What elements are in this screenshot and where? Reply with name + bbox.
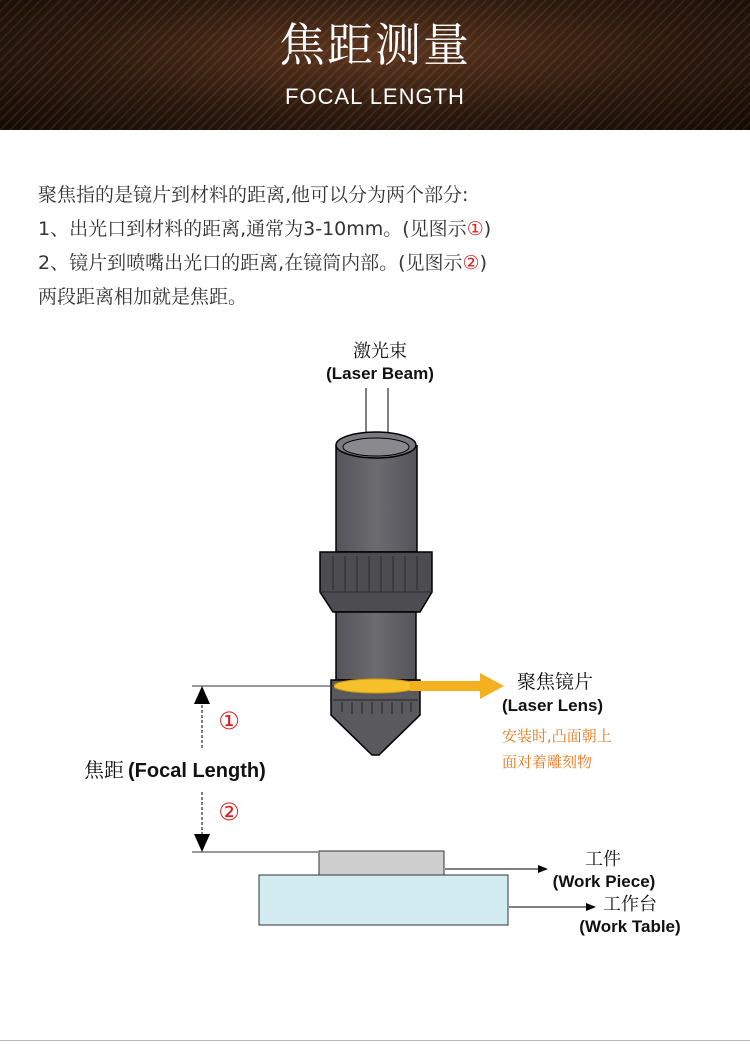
- work-table: [259, 875, 508, 925]
- intro-line-3-end: ): [479, 252, 488, 274]
- banner-title: 焦距测量: [279, 18, 471, 72]
- focus-lens: [334, 679, 418, 693]
- lens-note-line-1: 安装时,凸面朝上: [502, 727, 612, 745]
- intro-line-2-end: ): [483, 218, 492, 240]
- work-piece-leader: [445, 865, 548, 873]
- intro-marker-1: ①: [466, 218, 484, 240]
- intro-marker-2: ②: [462, 252, 480, 274]
- focal-arrow-down: [194, 834, 210, 852]
- intro-line-2-text: 1、出光口到材料的距离,通常为3-10mm。(见图示: [38, 218, 467, 240]
- lens-label-en: (Laser Lens): [502, 696, 604, 715]
- intro-line-1-text: 聚焦指的是镜片到材料的距离,他可以分为两个部分:: [38, 184, 469, 206]
- focal-arrow-up: [194, 686, 210, 704]
- banner-subtitle: FOCAL LENGTH: [285, 84, 465, 109]
- work-table-label-en: (Work Table): [579, 917, 681, 936]
- laser-nozzle: [320, 432, 432, 755]
- intro-line-3-text: 2、镜片到喷嘴出光口的距离,在镜筒内部。(见图示: [38, 252, 463, 274]
- focal-length-label-cn: 焦距: [84, 758, 124, 782]
- work-table-label-cn: 工作台: [603, 894, 657, 915]
- lens-note-line-2: 面对着雕刻物: [502, 753, 593, 771]
- marker-2: ②: [218, 798, 240, 826]
- work-piece-label-en: (Work Piece): [552, 872, 656, 891]
- work-table-leader: [509, 903, 596, 911]
- work-piece: [319, 851, 444, 875]
- lens-arrow: [410, 673, 504, 699]
- marker-1: ①: [218, 707, 240, 735]
- laser-beam-label-cn: 激光束: [353, 341, 407, 362]
- focal-length-label-en: (Focal Length): [128, 760, 266, 782]
- intro-line-4-text: 两段距离相加就是焦距。: [38, 286, 248, 308]
- bottom-divider: [0, 1040, 750, 1041]
- work-piece-label-cn: 工件: [585, 849, 621, 870]
- laser-beam-label-en: (Laser Beam): [326, 364, 434, 383]
- lens-label-cn: 聚焦镜片: [517, 671, 594, 693]
